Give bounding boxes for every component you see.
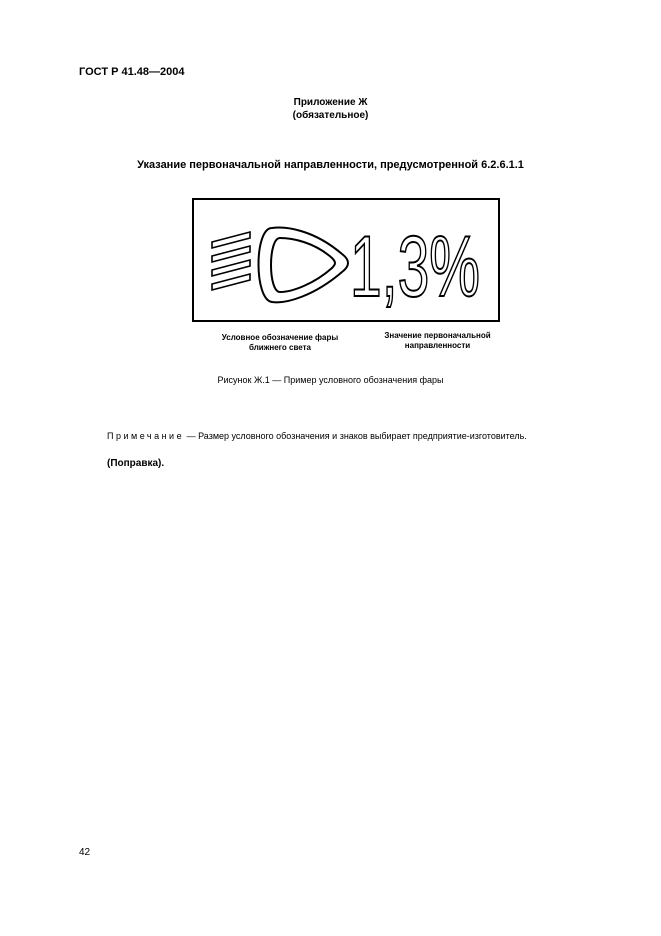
headlamp-marking-figure — [192, 198, 500, 322]
label-left-line: Условное обозначение фары — [221, 333, 339, 342]
appendix-type: (обязательное) — [292, 110, 369, 121]
label-left — [205, 333, 355, 353]
standard-header: ГОСТ Р 41.48—2004 — [79, 66, 185, 78]
section-title: Указание первоначальной направленности, предусмотренной 6.2.6.1.1 — [137, 159, 524, 171]
note-text: — Размер условного обозначения и знаков выбирает предприятие-изготовитель. — [184, 431, 527, 441]
headlamp-icon — [194, 200, 498, 320]
label-right-line: направленности — [404, 341, 471, 350]
page-number: 42 — [79, 847, 91, 858]
amendment: (Поправка). — [107, 458, 165, 469]
figure-caption: Рисунок Ж.1 — Пример условного обозначения фары — [217, 375, 444, 385]
note-label: Примечание — [107, 431, 185, 441]
note — [107, 431, 527, 441]
label-right-line: Значение первоначальной — [384, 331, 491, 340]
label-left-line: ближнего света — [248, 343, 311, 352]
appendix-title: Приложение Ж — [293, 97, 368, 108]
label-right — [365, 331, 510, 351]
value-text: 1,3% — [350, 219, 480, 315]
